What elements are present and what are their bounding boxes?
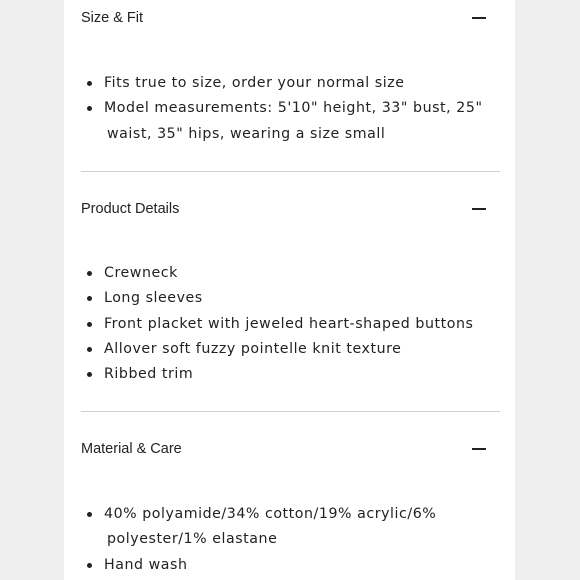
bullet-icon	[87, 322, 92, 327]
list-item-text-continued: polyester/1% elastane	[107, 531, 278, 548]
list-item	[81, 286, 473, 311]
minus-icon[interactable]	[472, 208, 486, 210]
bullet-icon	[87, 372, 92, 377]
size-fit-section	[81, 6, 500, 142]
product-details-section	[81, 197, 500, 383]
bullet-icon	[87, 81, 92, 86]
list-item-text: Hand wash	[104, 556, 188, 573]
size-fit-header[interactable]	[81, 6, 500, 30]
list-item-text: Long sleeves	[104, 290, 203, 307]
bullet-icon	[87, 563, 92, 568]
list-item	[81, 96, 483, 147]
material-care-header[interactable]	[81, 437, 500, 461]
minus-icon[interactable]	[472, 448, 486, 450]
list-item	[81, 502, 436, 553]
product-details-list	[81, 261, 473, 387]
list-item-text: Model measurements: 5'10" height, 33" bust, 25"	[104, 100, 483, 117]
size-fit-list	[81, 71, 483, 147]
list-item-text: Crewneck	[104, 265, 178, 281]
minus-icon[interactable]	[472, 17, 486, 19]
section-title: Size & Fit	[81, 10, 144, 26]
list-item	[81, 362, 473, 387]
list-item	[81, 553, 436, 578]
list-item-text: Ribbed trim	[104, 366, 194, 383]
product-details-header[interactable]	[81, 197, 500, 221]
bullet-icon	[87, 512, 92, 517]
material-care-section	[81, 437, 500, 573]
list-item	[81, 261, 473, 286]
list-item	[81, 337, 473, 362]
section-divider	[81, 411, 500, 412]
list-item-text-continued: waist, 35" hips, wearing a size small	[107, 125, 386, 142]
material-care-list	[81, 502, 436, 578]
list-item	[81, 312, 473, 337]
bullet-icon	[87, 106, 92, 111]
section-divider	[81, 171, 500, 172]
list-item-text: Allover soft fuzzy pointelle knit texture	[104, 340, 402, 357]
list-item-text: 40% polyamide/34% cotton/19% acrylic/6%	[104, 506, 437, 522]
bullet-icon	[87, 347, 92, 352]
section-title: Product Details	[81, 201, 180, 217]
section-title: Material & Care	[81, 441, 182, 457]
list-item	[81, 71, 483, 96]
list-item-text: Fits true to size, order your normal size	[104, 75, 405, 91]
bullet-icon	[87, 296, 92, 301]
bullet-icon	[87, 271, 92, 276]
list-item-text: Front placket with jeweled heart-shaped buttons	[104, 315, 474, 332]
